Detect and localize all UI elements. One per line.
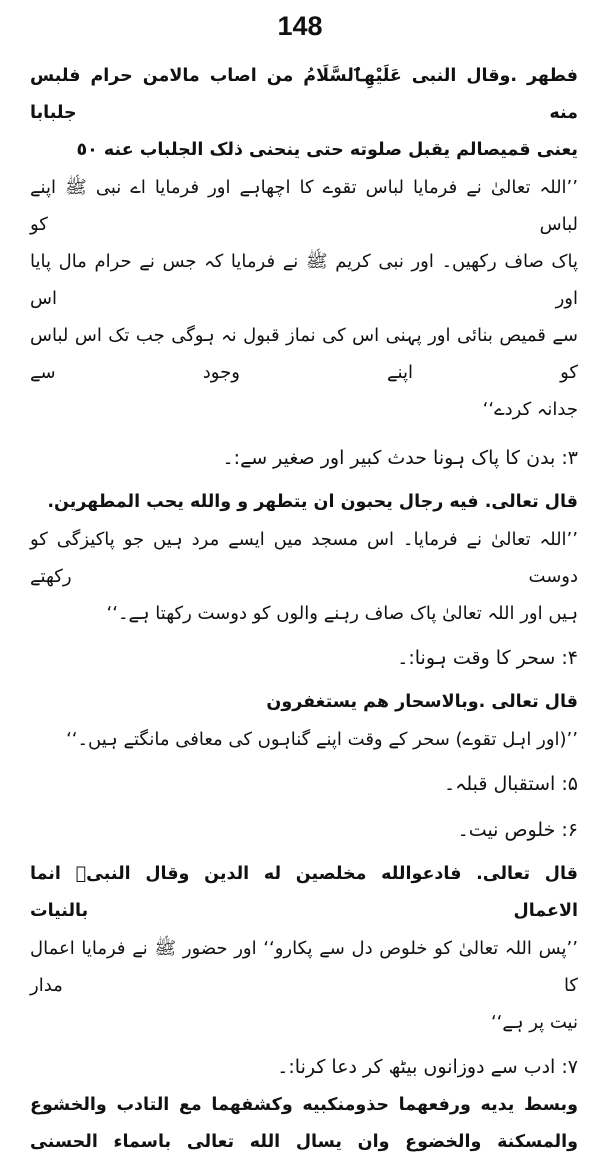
section-5	[30, 764, 578, 804]
arabic-line: قال تعالى. فادعوالله مخلصين له الدين وقال النبىؐ انما الاعمال بالنيات	[30, 864, 578, 921]
urdu-line: ’’(اور اہل تقوے) سحر کے وقت اپنے گناہوں کی معافی مانگتے ہیں۔‘‘	[66, 729, 578, 750]
urdu-line: ہیں اور اللہ تعالیٰ پاک صاف رہنے والوں کو دوست رکھتا ہے۔‘‘	[106, 603, 578, 624]
section-3	[30, 438, 578, 632]
page-content	[30, 58, 578, 1161]
section-6	[30, 810, 578, 1041]
section-heading: ۳: بدن کا پاک ہونا حدث کبیر اور صغیر سے:۔	[222, 447, 578, 469]
arabic-line: فطهر .وقال النبى عَلَيْهِ‏ٱلسَّلَامُ من اصاب مالامن حرام فلبس منه جلبابا	[30, 66, 578, 123]
section-heading: ۶: خلوص نیت۔	[457, 819, 578, 841]
arabic-line: قال تعالى .وبالاسحار هم يستغفرون	[266, 692, 578, 712]
arabic-line: قال تعالى. فيه رجال يحبون ان يتطهر و والله يحب المطهرين.	[47, 492, 578, 512]
section-1	[30, 58, 578, 428]
urdu-line: نیت پر ہے‘‘	[490, 1012, 578, 1033]
section-heading: ۷: ادب سے دوزانوں بیٹھ کر دعا کرنا:۔	[277, 1056, 578, 1078]
arabic-line: والمسكنة والخضوع وان يسال الله تعالى باسماء الحسنى	[30, 1132, 578, 1152]
urdu-line: ’’اللہ تعالیٰ نے فرمایا۔ اس مسجد میں ایسے مرد ہیں جو پاکیزگی کو دوست رکھتے	[30, 529, 578, 587]
arabic-line: يعنى قميصالم يقبل صلوته حتى ينحنى ذلک الجلباب عنه ٥٠	[76, 140, 578, 160]
section-4	[30, 638, 578, 758]
urdu-line: ’’اللہ تعالیٰ نے فرمایا لباس تقوے کا اچھاہے اور فرمایا اے نبی ﷺ اپنے لباس کو	[30, 177, 578, 235]
section-7	[30, 1047, 578, 1161]
page-number: 148	[277, 11, 323, 41]
section-heading: ۴: سحر کا وقت ہونا:۔	[397, 647, 578, 669]
arabic-line: وبسط يديه ورفعهما حذومنكبيه وكشفهما مع التادب والخشوع	[30, 1095, 578, 1115]
urdu-line: سے قمیص بنائی اور پہنی اس کی نماز قبول نہ ہوگی جب تک اس لباس کو اپنے وجود سے	[30, 325, 578, 383]
urdu-line: جدانہ کردے‘‘	[482, 399, 578, 420]
urdu-line: پاک صاف رکھیں۔ اور نبی کریم ﷺ نے فرمایا کہ جس نے حرام مال پایا اور اس	[30, 251, 578, 309]
section-heading: ۵: استقبال قبلہ۔	[444, 773, 578, 795]
urdu-line: ’’پس اللہ تعالیٰ کو خلوص دل سے پکارو‘‘ اور حضور ﷺ نے فرمایا اعمال کا مدار	[30, 938, 578, 996]
